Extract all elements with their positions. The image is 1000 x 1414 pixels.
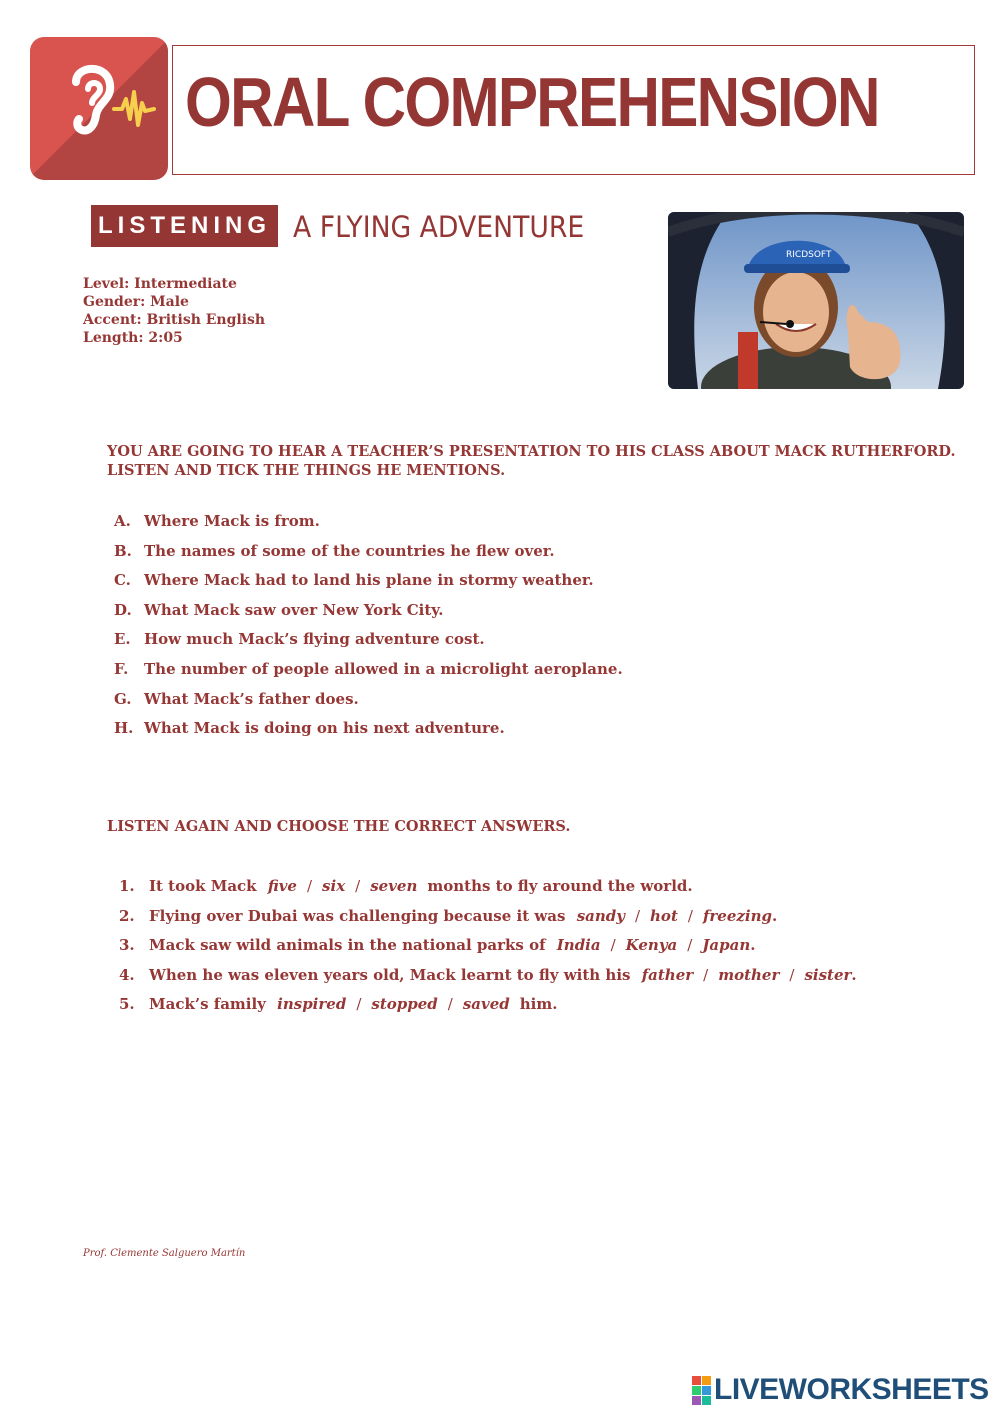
answer-option[interactable]: India [556,936,601,955]
answer-option[interactable]: hot [650,906,678,925]
info-length: Length: 2:05 [83,330,183,346]
item-text: Where Mack had to land his plane in stormy weather. [144,571,594,590]
question-ending: . [750,936,756,955]
brand-square [692,1386,701,1395]
answer-option[interactable]: saved [462,995,510,1014]
option-separator: / [703,965,709,984]
question-number: 2. [119,906,135,925]
listening-badge: LISTENING [91,205,278,247]
option-separator: / [355,877,361,895]
answer-option[interactable]: mother [718,965,780,984]
option-separator: / [634,906,641,925]
ear-sound-wave-icon [30,37,168,180]
answer-option[interactable]: sister [804,965,852,984]
question-row [119,907,777,925]
option-separator: / [610,936,616,955]
list-item [114,630,814,650]
brand-square [702,1396,711,1405]
brand-square [702,1386,711,1395]
info-accent: Accent: British English [83,312,266,328]
answer-option[interactable]: inspired [277,995,347,1014]
liveworksheets-logo [692,1373,989,1407]
item-text: What Mack saw over New York City. [144,600,444,619]
answer-option[interactable]: Kenya [625,936,678,955]
item-text: The names of some of the countries he flew over. [144,541,555,560]
author-credit: Prof. Clemente Salguero Martín [83,1248,246,1259]
list-item [114,571,814,591]
item-letter: E. [114,630,131,649]
item-text: What Mack’s father does. [144,689,359,708]
brand-square [692,1396,701,1405]
liveworksheets-icon [692,1376,711,1405]
option-separator: / [687,936,693,955]
option-separator: / [447,995,453,1014]
question-ending: . [772,906,778,925]
question-number: 1. [119,877,135,895]
item-text: Where Mack is from. [144,512,320,530]
svg-text:RICDSOFT: RICDSOFT [786,250,832,260]
question-number: 3. [119,936,135,955]
item-letter: A. [114,512,131,530]
answer-option[interactable]: Japan [702,936,751,955]
instruction-1-line1: YOU ARE GOING TO HEAR A TEACHER’S PRESENTATION TO HIS CLASS ABOUT MACK RUTHERFORD. [107,443,956,460]
instruction-2: LISTEN AGAIN AND CHOOSE THE CORRECT ANSWERS. [107,818,571,835]
question-row [119,936,755,954]
page-title: ORAL COMPREHENSION [185,63,879,141]
answer-option[interactable]: five [267,877,297,895]
option-separator: / [306,877,313,895]
item-letter: B. [114,541,132,560]
list-item [114,690,814,710]
question-row [119,877,693,895]
item-text: How much Mack’s flying adventure cost. [144,630,485,649]
item-letter: C. [114,571,131,590]
question-number: 5. [119,995,135,1014]
instruction-1-line2: LISTEN AND TICK THE THINGS HE MENTIONS. [107,462,506,479]
list-item [114,512,814,532]
item-letter: H. [114,719,134,738]
option-separator: / [356,995,362,1014]
question-row [119,966,857,984]
brand-name: LIVEWORKSHEETS [714,1373,989,1406]
question-text: When he was eleven years old, Mack learnt to fly with his [149,965,631,984]
list-item [114,542,814,562]
answer-option[interactable]: stopped [371,995,438,1014]
list-item [114,660,814,680]
item-letter: G. [114,689,132,708]
list-item [114,719,814,739]
info-level: Level: Intermediate [83,276,237,292]
brand-square [702,1376,711,1385]
logo-tile [30,37,168,180]
answer-option[interactable]: six [322,877,346,895]
question-row [119,995,557,1013]
question-text: It took Mack [149,877,257,895]
worksheet-subtitle: A FLYING ADVENTURE [293,210,585,244]
pilot-photo [668,212,964,389]
question-ending: months to fly around the world. [427,877,693,895]
question-ending: him. [519,995,558,1014]
list-item [114,601,814,621]
info-gender: Gender: Male [83,294,189,310]
question-text: Mack’s family [149,995,266,1014]
item-text: What Mack is doing on his next adventure. [144,719,505,738]
item-letter: D. [114,600,132,619]
answer-option[interactable]: freezing [702,906,772,925]
question-number: 4. [119,965,135,984]
item-text: The number of people allowed in a microlight aeroplane. [144,660,623,678]
answer-option[interactable]: sandy [576,906,625,925]
answer-option[interactable]: father [641,965,694,984]
option-separator: / [789,965,795,984]
answer-option[interactable]: seven [370,877,418,895]
question-text: Flying over Dubai was challenging because it was [149,906,566,925]
brand-square [692,1376,701,1385]
option-separator: / [687,906,693,925]
question-text: Mack saw wild animals in the national parks of [149,936,546,955]
question-ending: . [851,965,857,984]
item-letter: F. [114,660,129,678]
